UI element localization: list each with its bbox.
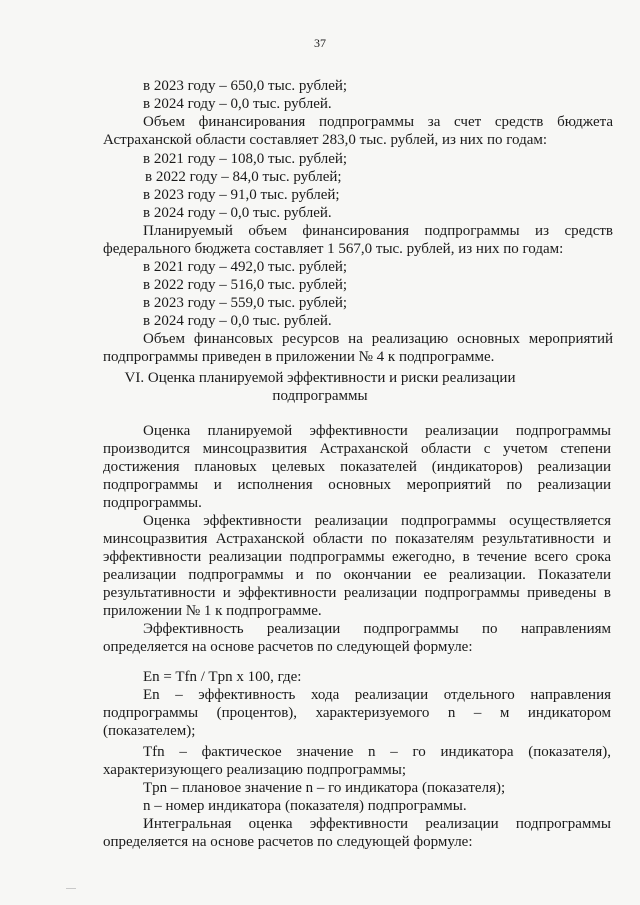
text-line: в 2024 году – 0,0 тыс. рублей. — [143, 205, 332, 221]
formula: En = Tfn / Tpn x 100, где: — [143, 669, 302, 685]
text-line: Эффективность реализации подпрограммы по направлениям — [143, 621, 611, 637]
text-line: En – эффективность хода реализации отдельного направления — [143, 687, 611, 703]
text-line: в 2022 году – 516,0 тыс. рублей; — [143, 277, 348, 293]
text-line: реализации подпрограммы и по окончании ее реализации. Показатели — [103, 567, 611, 583]
page-number: 37 — [314, 36, 326, 50]
text-line: достижения плановых целевых показателей (индикаторов) реализации — [103, 459, 611, 475]
text-line: в 2021 году – 108,0 тыс. рублей; — [143, 151, 348, 167]
section-heading: подпрограммы — [272, 388, 368, 404]
text-line: Tfn – фактическое значение n – го индикатора (показателя), — [143, 744, 611, 760]
text-line: характеризующего реализацию подпрограммы; — [103, 762, 407, 778]
text-line: в 2021 году – 492,0 тыс. рублей; — [143, 259, 348, 275]
text-line: подпрограммы (процентов), характеризуемого n – м индикатором — [103, 705, 611, 721]
text-line: Tpn – плановое значение n – го индикатора (показателя); — [143, 780, 506, 796]
text-line: n – номер индикатора (показателя) подпрограммы. — [143, 798, 467, 814]
text-line: в 2023 году – 650,0 тыс. рублей; — [143, 78, 348, 94]
text-line: эффективности реализации подпрограммы ежегодно, в течение всего срока — [103, 549, 611, 565]
text-line: в 2024 году – 0,0 тыс. рублей. — [143, 96, 332, 112]
scan-artifact — [66, 888, 76, 889]
text-line: Интегральная оценка эффективности реализации подпрограммы — [143, 816, 611, 832]
text-line: в 2022 году – 84,0 тыс. рублей; — [145, 169, 342, 185]
text-line: федерального бюджета составляет 1 567,0 тыс. рублей, из них по годам: — [103, 241, 564, 257]
text-line: приложении № 1 к подпрограмме. — [103, 603, 322, 619]
text-line: Оценка эффективности реализации подпрограммы осуществляется — [143, 513, 611, 529]
text-line: (показателем); — [103, 723, 196, 739]
text-line: подпрограммы. — [103, 495, 202, 511]
text-line: Планируемый объем финансирования подпрограммы из средств — [143, 223, 613, 239]
text-line: Объем финансирования подпрограммы за счет средств бюджета — [143, 114, 613, 130]
section-heading: VI. Оценка планируемой эффективности и риски реализации — [124, 370, 516, 386]
text-line: минсоцразвития Астраханской области по показателям результативности и — [103, 531, 611, 547]
text-line: производится минсоцразвития Астраханской области с учетом степени — [103, 441, 611, 457]
text-line: результативности и эффективности реализации подпрограммы приведены в — [103, 585, 611, 601]
text-line: определяется на основе расчетов по следующей формуле: — [103, 639, 473, 655]
text-line: подпрограммы и исполнения основных мероприятий по реализации — [103, 477, 611, 493]
text-line: определяется на основе расчетов по следующей формуле: — [103, 834, 473, 850]
text-line: подпрограммы приведен в приложении № 4 к подпрограмме. — [103, 349, 495, 365]
text-line: Объем финансовых ресурсов на реализацию основных мероприятий — [143, 331, 613, 347]
text-line: в 2023 году – 559,0 тыс. рублей; — [143, 295, 348, 311]
text-line: в 2024 году – 0,0 тыс. рублей. — [143, 313, 332, 329]
text-line: в 2023 году – 91,0 тыс. рублей; — [143, 187, 340, 203]
text-line: Оценка планируемой эффективности реализации подпрограммы — [143, 423, 611, 439]
text-line: Астраханской области составляет 283,0 тыс. рублей, из них по годам: — [103, 132, 548, 148]
